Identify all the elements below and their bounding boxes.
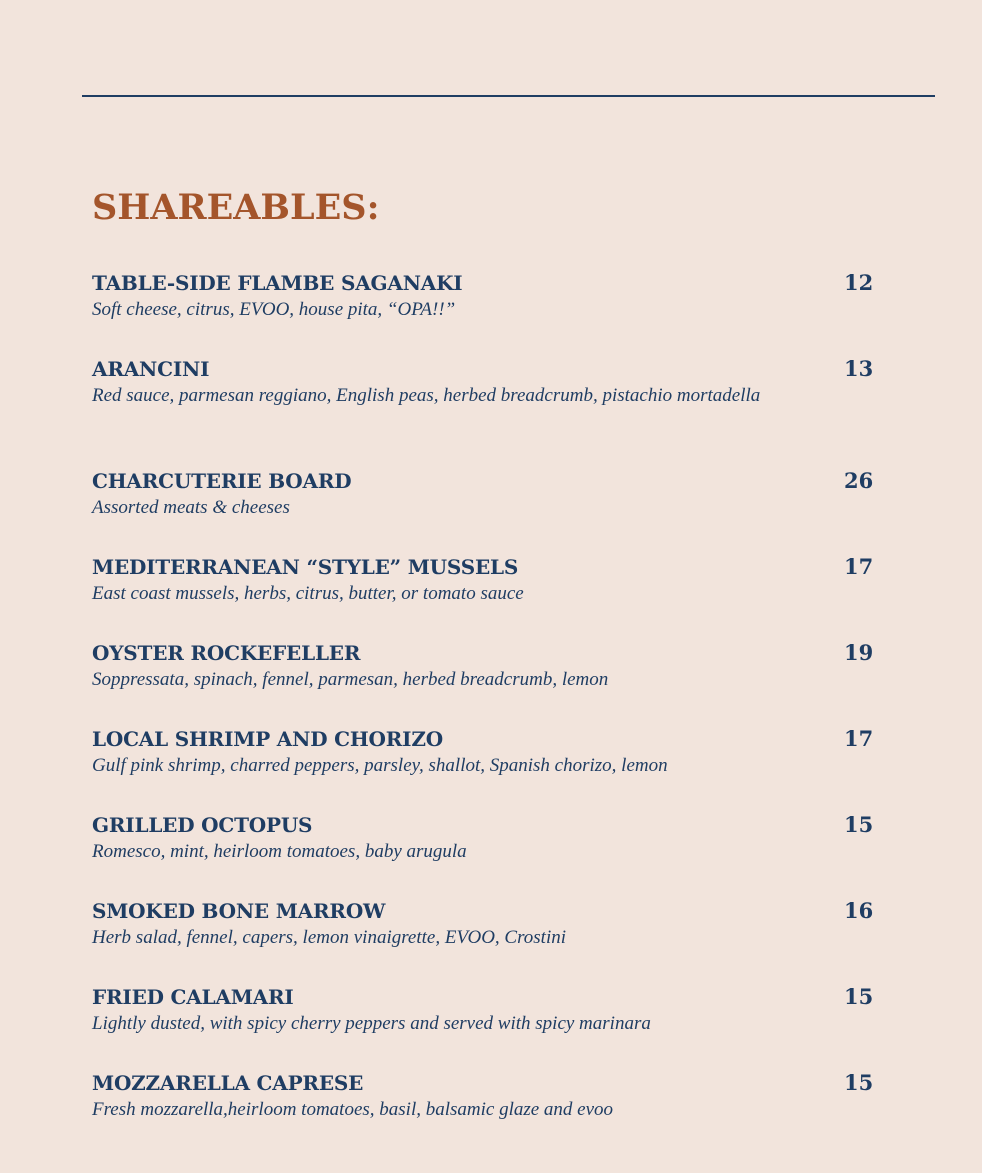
item-description: Soft cheese, citrus, EVOO, house pita, “OPA!!”: [92, 299, 456, 320]
menu-item: [92, 467, 874, 521]
item-name: FRIED CALAMARI: [92, 985, 294, 1009]
item-name: MEDITERRANEAN “STYLE” MUSSELS: [92, 555, 519, 579]
section-title: SHAREABLES:: [92, 187, 380, 228]
menu-item: [92, 897, 874, 951]
item-description: Lightly dusted, with spicy cherry peppers and served with spicy marinara: [92, 1013, 651, 1034]
item-name: CHARCUTERIE BOARD: [92, 469, 352, 493]
menu-item: [92, 811, 874, 865]
menu-item: [92, 1069, 874, 1123]
item-name: ARANCINI: [92, 357, 210, 381]
menu-item: [92, 355, 874, 409]
item-price: 17: [844, 554, 874, 579]
menu-item: [92, 269, 874, 323]
item-price: 15: [844, 984, 874, 1009]
item-price: 17: [844, 726, 874, 751]
item-description: East coast mussels, herbs, citrus, butter, or tomato sauce: [92, 583, 524, 604]
item-price: 13: [844, 356, 874, 381]
item-description: Red sauce, parmesan reggiano, English peas, herbed breadcrumb, pistachio mortadella: [92, 385, 761, 406]
item-name: SMOKED BONE MARROW: [92, 899, 386, 923]
item-price: 15: [844, 812, 874, 837]
item-price: 19: [844, 640, 874, 665]
item-description: Romesco, mint, heirloom tomatoes, baby arugula: [92, 841, 467, 862]
item-description: Herb salad, fennel, capers, lemon vinaigrette, EVOO, Crostini: [92, 927, 567, 948]
item-description: Soppressata, spinach, fennel, parmesan, herbed breadcrumb, lemon: [92, 669, 609, 690]
item-name: GRILLED OCTOPUS: [92, 813, 313, 837]
item-price: 26: [844, 468, 874, 493]
item-description: Assorted meats & cheeses: [92, 497, 290, 518]
top-divider: [82, 95, 935, 97]
item-description: Fresh mozzarella,heirloom tomatoes, basil, balsamic glaze and evoo: [92, 1099, 614, 1120]
item-name: OYSTER ROCKEFELLER: [92, 641, 361, 665]
menu-item: [92, 553, 874, 607]
item-price: 12: [844, 270, 874, 295]
item-description: Gulf pink shrimp, charred peppers, parsley, shallot, Spanish chorizo, lemon: [92, 755, 668, 776]
menu-item: [92, 725, 874, 779]
menu-item: [92, 983, 874, 1037]
item-name: MOZZARELLA CAPRESE: [92, 1071, 364, 1095]
item-price: 15: [844, 1070, 874, 1095]
item-price: 16: [844, 898, 874, 923]
menu-item: [92, 639, 874, 693]
item-name: TABLE-SIDE FLAMBE SAGANAKI: [92, 271, 463, 295]
item-name: LOCAL SHRIMP AND CHORIZO: [92, 727, 443, 751]
